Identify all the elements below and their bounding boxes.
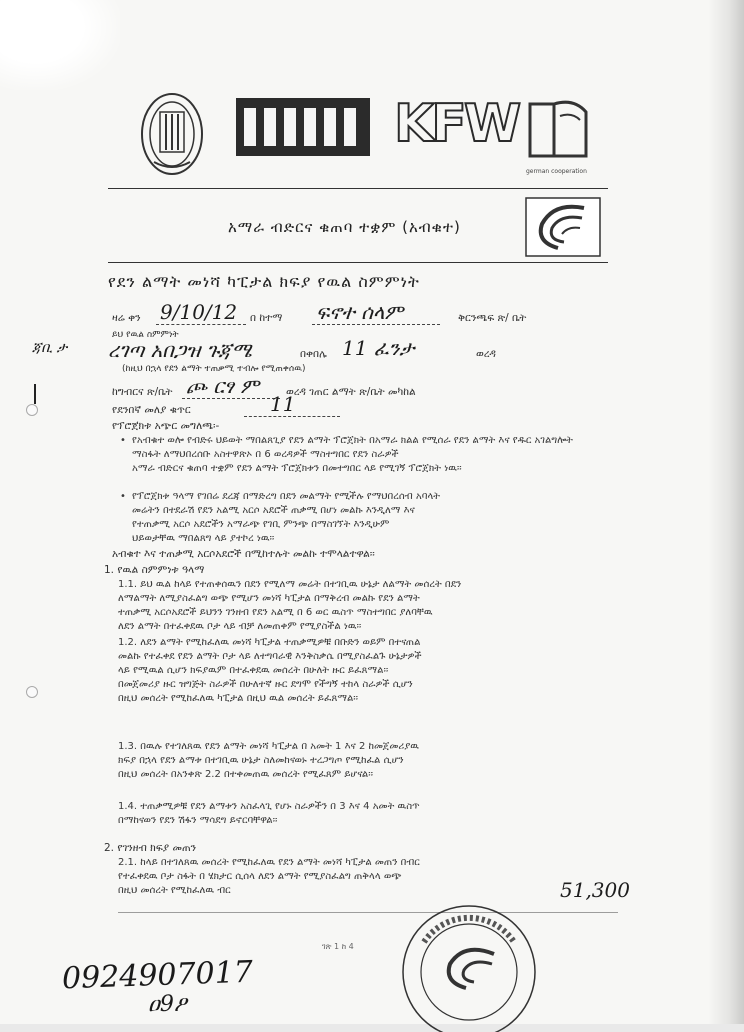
page-edge-shadow xyxy=(708,0,744,1024)
acsi-logo-icon xyxy=(524,196,602,258)
project-description-label: የፕሮጀክቱ አጭር መግለጫ፡- xyxy=(112,420,220,432)
beneficiary-name: ረገጣ አበጋዝ ጉጃሜ xyxy=(108,338,252,362)
giz-logo-icon xyxy=(524,94,594,168)
grant-label: ከግብርና ጽ/ቤት xyxy=(112,386,173,398)
section-2-item-1: 2.1. ከላይ በተገለጸዉ መሰረት የሚከፈለዉ የደን ልማት መነሻ ካፒታል መጠን በብር የተፈቀደዉ ቦታ ስፋት በ ሄክታር ሲሰላ ለደን ልማት የሚያስፈልግ ጠቅላላ ወጭ በዚህ መሰረት የሚከፈለዉ ብር xyxy=(118,857,420,896)
grant-value: ጮ ርፃ ም xyxy=(186,374,260,398)
section-2-heading: 2. የገንዘብ ክፍያ መጠን xyxy=(104,842,197,854)
place-underline xyxy=(312,324,440,325)
acsi-stamp-icon xyxy=(394,902,544,1032)
margin-mark xyxy=(34,384,36,404)
ministry-logo xyxy=(236,98,370,156)
giz-caption: german cooperation xyxy=(526,168,587,175)
beneficiary-id-underline xyxy=(244,416,340,417)
beneficiary-note: (ከዚህ በኋላ የደን ልማት ተጠቃሚ ተብሎ የሚጠቀሰዉ) xyxy=(122,364,306,374)
grant-tail: ወረዳ ገጠር ልማት ጽ/ቤት መካከል xyxy=(286,386,416,398)
section-1-item-3: 1.3. በዉሉ የተገለጸዉ የደን ልማት መነሻ ካፒታል በ አመት 1 እና 2 ከመጀመሪያዉ ክፍያ በኋላ የደን ልማቱ በተገቢዉ ሁኔታ ስለመከናወኑ ተረጋግጦ የሚከፈል ሲሆን በዚህ መሰረት በአንቀጽ 2.2 በተቀመጠዉ መሰረት የሚፈጸም ይሆናል፡፡ xyxy=(118,741,419,780)
section-1-heading: 1. የዉል ስምምነቱ ዓላማ xyxy=(104,564,205,576)
payment-amount: 51,300 xyxy=(560,878,630,902)
document-title: የደን ልማት መነሻ ካፒታል ክፍያ የዉል ስምምነት xyxy=(108,272,420,291)
sponsor-logos xyxy=(140,90,620,185)
header-rule-bottom xyxy=(108,262,608,263)
beneficiary-id-value: 11 xyxy=(270,392,296,416)
margin-handwritten-note: ጃቢ ታ xyxy=(32,340,68,356)
kfw-logo: KFW xyxy=(394,94,519,154)
woreda-label: ወረዳ xyxy=(476,348,496,360)
paper-corner-fold xyxy=(0,0,120,90)
beneficiary-id-label: የደንበኛ መለያ ቁጥር xyxy=(112,404,191,416)
office-label: ቅርንጫፍ ጽ/ ቤት xyxy=(458,312,527,324)
grant-underline xyxy=(182,398,280,399)
handwritten-note: ዐ9ዖ xyxy=(148,992,187,1017)
project-bullet-2: • የፕሮጀክቱ ዓላማ የገበሬ ደረጃ በማድረግ በደን መልማት የሚችሉ የማህበረሰብ አባላት መሬትን በተደራሽ የደን አልሚ አርሶ አደሮች ጠቃሚ በሆነ መልኩ እንዲለማ እና የተጠቃሚ አርሶ አደሮችን አማራጭ የገቢ ምንጭ በማስገኘት እንዲሁም ህይወታቸዉ ማበልጸግ ላይ ያተኮረ ነዉ፡፡ xyxy=(132,490,612,546)
date-value: 9/10/12 xyxy=(160,300,238,324)
amhara-emblem-icon xyxy=(140,90,204,178)
project-bullet-1: • የአብቁተ ወሎ የብድሩ ህይወት ማበልጸጊያ የደን ልማት ፕሮጀክት በአማራ ክልል የሚሰራ የደን ልማት እና የዱር አገልግሎት ማስፋት ለማህበረሰቡ አስተዋጽኦ በ 6 ወረዳዎች ማስተግበር የደን ስራዎች አማራ ብድርና ቁጠባ ተቋም የደን ልማት ፕሮጀክቱን በመተግበር ላይ የሚገኝ ፕሮጀክት ነዉ፡፡ xyxy=(132,434,612,476)
place-value: ፍኖተ ሰላም xyxy=(316,300,404,324)
section-1-item-2: 1.2. ለደን ልማት የሚከፈለዉ መነሻ ካፒታል ተጠቃሚዎቹ በቡድን ወይም በተናጠል መልኩ የተፈቀደ የደን ልማት ቦታ ላይ ለተግባራዊ እንቅስቃሴ በሚያስፈልጉ ሁኔታዎች ላይ የሚዉል ሲሆን ክፍያዉም በተፈቀደዉ መሰረት በሁለት ዙር ይፈጸማል፡፡ በመጀመሪያ ዙር ዝግጅት ስራዎች በሁለተኛ ዙር ደግሞ የችግኝ ተከላ ስራዎች ሲሆን በዚህ መሰረት የሚከፈለዉ ካፒታል በዚህ ዉል መሰረት ይፈጸማል፡፡ xyxy=(118,637,422,704)
agreement-intro: አብቁተ እና ተጠቃሚ አርሶአደሮች በሚከተሉት መልኩ ተሞላልተዋል፡፡ xyxy=(112,548,375,560)
punch-hole xyxy=(26,404,38,416)
place-label: በ ከተማ xyxy=(250,312,283,324)
page-number: ገጽ 1 ከ 4 xyxy=(322,942,354,951)
punch-hole xyxy=(26,686,38,698)
header-rule xyxy=(108,188,608,189)
contract-between-label: ይህ የዉል ስምምነት xyxy=(112,330,179,340)
org-name: አማራ ብድርና ቁጠባ ተቋም (አብቁተ) xyxy=(228,218,461,236)
date-underline xyxy=(156,324,246,325)
section-1-item-4: 1.4. ተጠቃሚዎቹ የደን ልማቱን አስፈላጊ የሆኑ ስራዎችን በ 3 እና 4 አመት ዉስጥ በማከናወን የደን ሽፋን ማሳደግ ይኖርባቸዋል፡፡ xyxy=(118,801,420,826)
date-label: ዛሬ ቀን xyxy=(112,312,141,324)
handwritten-phone-number: 0924907017 xyxy=(61,954,254,997)
kebele-label: በቀበሌ xyxy=(300,348,327,360)
kebele-value: 11 ፈንታ xyxy=(342,336,415,360)
section-1-item-1: 1.1. ይህ ዉል ከላይ የተጠቀሰዉን በደን የሚለማ መሬት በተገቢዉ ሁኔታ ለልማት መሰረት በደን ለማልማት ለሚያስፈልግ ወጭ የሚሆን መነሻ ካፒታል በማቅረብ መልኩ የደን ልማት ተጠቃሚ አርሶአደሮች ይህንን ገንዘብ የደን አልሚ በ 6 ወር ዉስጥ ማስተግበር ያለባቸዉ ለደን ልማት በተፈቀደዉ ቦታ ላይ ብቻ ለመጠቀም የሚያስችል ነዉ፡፡ xyxy=(118,579,462,632)
